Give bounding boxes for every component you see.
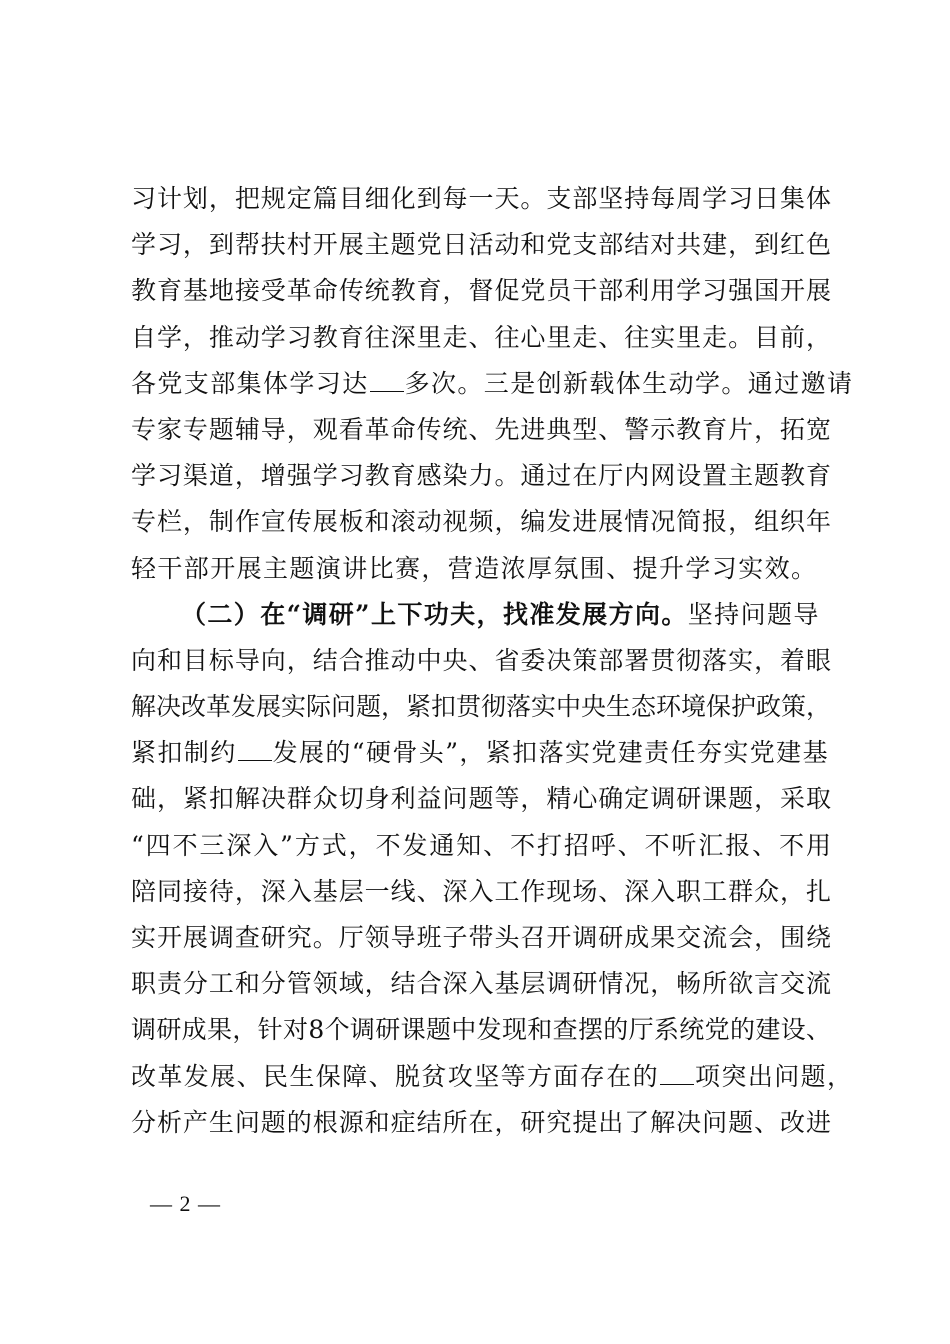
text-line-6: 专家专题辅导，观看革命传统、先进典型、警示教育片，拓宽 (131, 414, 831, 444)
text-line-13 (131, 730, 831, 776)
text-line-14: 础，紧扣解决群众切身利益问题等，精心确定调研课题，采取 (131, 784, 831, 814)
text-line-11: 向和目标导向，结合推动中央、省委决策部署贯彻落实，着眼 (131, 645, 831, 675)
text-line-8: 专栏，制作宣传展板和滚动视频，编发进展情况简报，组织年 (131, 507, 831, 537)
text-line-17: 实开展调查研究。厅领导班子带头召开调研成果交流会，围绕 (131, 923, 831, 952)
fill-in-blank (660, 1062, 694, 1085)
fill-in-blank (370, 369, 404, 392)
text-line-10-part-2: 坚持问题导 (687, 599, 820, 629)
text-line-13-part-2: 发展的“硬骨头”，紧扣落实党建责任夯实党建基 (272, 738, 829, 768)
text-line-7: 学习渠道，增强学习教育感染力。通过在厅内网设置主题教育 (131, 461, 831, 491)
text-line-5-part-1: 各党支部集体学习达 (131, 368, 369, 398)
text-line-20-part-1: 改革发展、民生保障、脱贫攻坚等方面存在的 (131, 1061, 660, 1091)
section-heading: （二）在“调研”上下功夫，找准发展方向。 (181, 599, 688, 629)
text-line-2: 学习，到帮扶村开展主题党日活动和党支部结对共建，到红色 (131, 230, 831, 260)
text-line-18: 职责分工和分管领域，结合深入基层调研情况，畅所欲言交流 (131, 969, 831, 999)
fill-in-blank (238, 738, 272, 761)
text-line-5-part-2: 多次。三是创新载体生动学。通过邀请 (404, 368, 854, 398)
text-line-20-part-2: 项突出问题， (695, 1061, 854, 1091)
body-text (131, 176, 854, 1146)
page-number: — 2 — (150, 1191, 221, 1216)
text-line-19: 调研成果，针对8个调研课题中发现和查摆的厅系统党的建设、 (131, 1015, 831, 1045)
text-line-3: 教育基地接受革命传统教育，督促党员干部利用学习强国开展 (131, 276, 831, 306)
text-line-5 (131, 361, 854, 407)
text-line-12: 解决改革发展实际问题，紧扣贯彻落实中央生态环境保护政策， (131, 692, 832, 722)
text-line-9: 轻干部开展主题演讲比赛，营造浓厚氛围、提升学习实效。 (131, 553, 818, 583)
text-line-20 (131, 1054, 854, 1100)
text-line-1: 习计划，把规定篇目细化到每一天。支部坚持每周学习日集体 (131, 184, 831, 213)
text-line-13-part-1: 紧扣制约 (131, 738, 237, 768)
text-line-16: 陪同接待，深入基层一线、深入工作现场、深入职工群众，扎 (131, 876, 831, 906)
text-line-10 (131, 592, 831, 638)
text-line-21: 分析产生问题的根源和症结所在，研究提出了解决问题、改进 (131, 1107, 831, 1137)
text-line-4: 自学，推动学习教育往深里走、往心里走、往实里走。目前， (131, 322, 831, 352)
text-line-15: “四不三深入”方式，不发通知、不打招呼、不听汇报、不用 (131, 830, 831, 860)
